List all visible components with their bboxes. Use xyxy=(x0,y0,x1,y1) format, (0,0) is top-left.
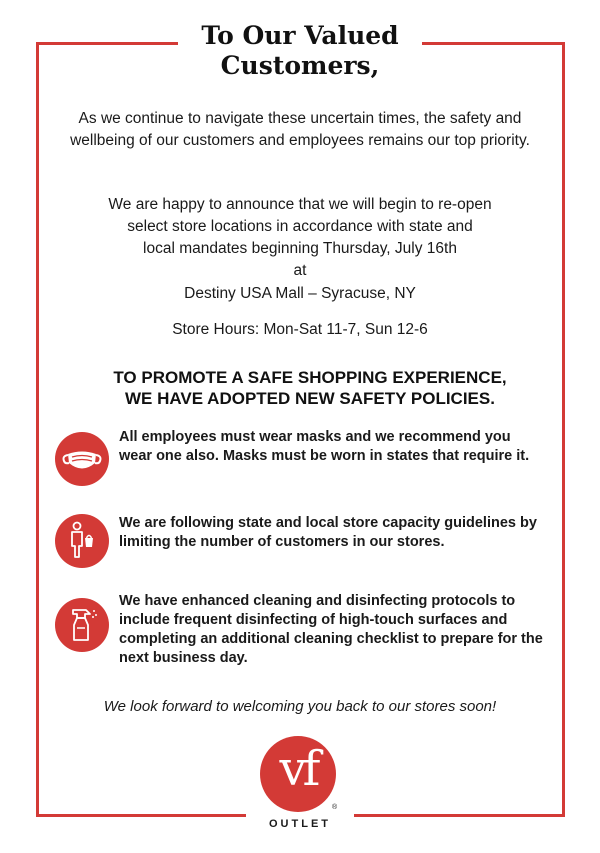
vf-outlet-logo xyxy=(258,736,342,832)
store-location: Destiny USA Mall – Syracuse, NY xyxy=(184,285,416,302)
person-capacity-icon xyxy=(55,514,109,568)
spray-bottle-icon xyxy=(55,598,109,652)
store-hours: Store Hours: Mon-Sat 11-7, Sun 12-6 xyxy=(172,321,428,338)
intro-paragraph: As we continue to navigate these uncertain times, the safety and wellbeing of our customers and employees remains our top priority. xyxy=(70,110,530,149)
announcement-line: local mandates beginning Thursday, July 16th xyxy=(143,240,457,257)
announcement-line: We are happy to announce that we will begin to re-open xyxy=(108,196,492,213)
page-title: To Our Valued Customers, xyxy=(201,21,399,80)
policies-heading xyxy=(50,367,570,409)
logo-mark: vf xyxy=(260,736,336,812)
face-mask-icon xyxy=(55,432,109,486)
policy-text: We have enhanced cleaning and disinfecting protocols to include frequent disinfecting of high-touch surfaces and completing an additional cleaning checklist to prepare for the next business day. xyxy=(119,593,543,666)
closing-message: We look forward to welcoming you back to our stores soon! xyxy=(103,698,497,715)
logo-wordmark: OUTLET xyxy=(269,818,331,830)
announcement-line: select store locations in accordance with state and xyxy=(127,218,473,235)
policies-heading-line: TO PROMOTE A SAFE SHOPPING EXPERIENCE, xyxy=(113,368,507,387)
policy-text: We are following state and local store capacity guidelines by limiting the number of customers in our stores. xyxy=(119,515,537,550)
policies-heading-line: WE HAVE ADOPTED NEW SAFETY POLICIES. xyxy=(125,389,495,408)
policy-text: All employees must wear masks and we recommend you wear one also. Masks must be worn in states that require it. xyxy=(119,429,530,464)
registered-mark: ® xyxy=(332,804,338,811)
announcement-at: at xyxy=(293,262,307,279)
